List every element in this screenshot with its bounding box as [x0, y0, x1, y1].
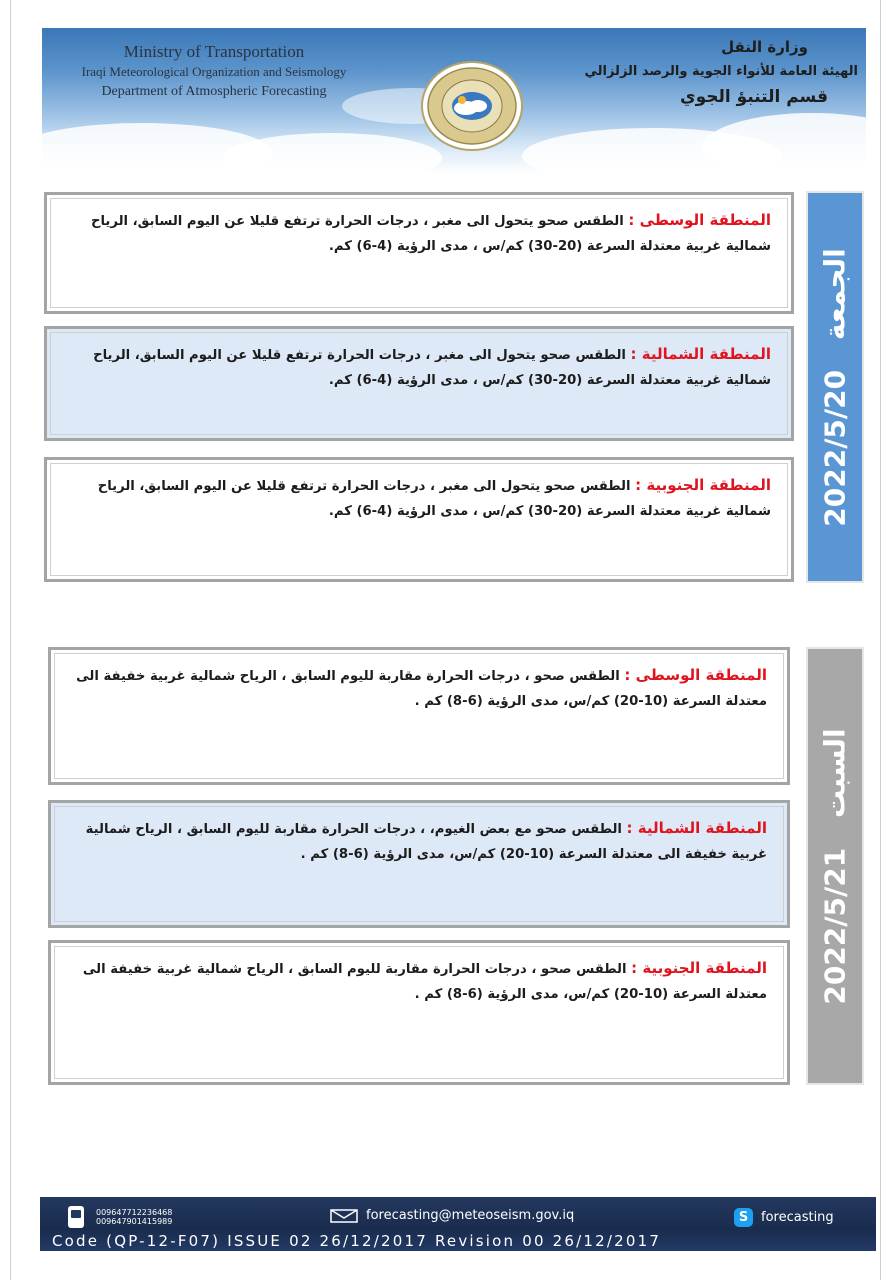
header-arabic: [568, 38, 858, 107]
organization-name-ar: الهيئة العامة للأنواء الجوية والرصد الزلزالي: [584, 64, 858, 79]
region-title: المنطقة الوسطى :: [628, 211, 771, 229]
email-link[interactable]: forecasting@meteoseism.gov.iq: [366, 1208, 575, 1223]
day-date: 2022/5/21: [818, 847, 852, 1005]
forecast-box-south-day1: [44, 457, 794, 582]
department-name-en: Department of Atmospheric Forecasting: [101, 84, 327, 99]
day-date: 2022/5/20: [818, 369, 852, 527]
forecast-text: الطقس صحو ، درجات الحرارة مقاربة لليوم السابق ، الرياح شمالية غربية خفيفة الى معتدلة السرعة (10-20) كم/س، مدى الرؤية (6-8) كم .: [76, 669, 767, 709]
ministry-name-en: Ministry of Transportation: [123, 42, 305, 61]
forecast-box-central-day2: [48, 647, 790, 785]
document-code: Code (QP-12-F07) ISSUE 02 26/12/2017 Revision 00 26/12/2017: [52, 1232, 662, 1250]
page-border-right: [880, 0, 881, 1280]
forecast-text: الطقس صحو مع بعض الغيوم، ، درجات الحرارة مقاربة لليوم السابق ، الرياح شمالية غربية خفيفة الى معتدلة السرعة (10-20) كم/س، مدى الرؤية (6-8) كم .: [85, 822, 767, 862]
forecast-box-north-day1: [44, 326, 794, 441]
forecast-box-central-day1: [44, 192, 794, 314]
cloud-shape: [702, 113, 866, 174]
forecast-box-south-day2: [48, 940, 790, 1085]
header-english: [54, 42, 374, 100]
region-title: المنطقة الشمالية :: [630, 345, 771, 363]
forecast-box-north-day2: [48, 800, 790, 928]
organization-name-en: Iraqi Meteorological Organization and Seismology: [81, 64, 347, 79]
cloud-shape: [222, 133, 442, 174]
region-title: المنطقة الشمالية :: [626, 819, 767, 837]
mail-icon: [330, 1209, 358, 1223]
day-name: السبت: [818, 727, 852, 818]
organization-logo: [418, 58, 526, 154]
forecast-text: الطقس صحو يتحول الى مغبر ، درجات الحرارة ترتفع قليلا عن اليوم السابق، الرياح شمالية غربية معتدلة السرعة (20-30) كم/س ، مدى الرؤية (4-6) كم.: [90, 214, 771, 254]
footer-phone: [68, 1206, 172, 1228]
day-bar-friday: [806, 191, 864, 583]
forecast-text: الطقس صحو يتحول الى مغبر ، درجات الحرارة ترتفع قليلا عن اليوم السابق، الرياح شمالية غربية معتدلة السرعة (20-30) كم/س ، مدى الرؤية (4-6) كم.: [97, 479, 771, 519]
footer-skype: [734, 1208, 834, 1227]
phone-numbers: [96, 1208, 172, 1226]
phone-icon: [68, 1206, 84, 1228]
header-banner: [42, 28, 866, 174]
day-bar-saturday: [806, 647, 864, 1085]
region-title: المنطقة الجنوبية :: [631, 959, 767, 977]
region-title: المنطقة الجنوبية :: [635, 476, 771, 494]
phone-number-1: 009647712236468: [96, 1208, 173, 1217]
region-title: المنطقة الوسطى :: [624, 666, 767, 684]
forecast-text: الطقس صحو ، درجات الحرارة مقاربة لليوم السابق ، الرياح شمالية غربية خفيفة الى معتدلة السرعة (10-20) كم/س، مدى الرؤية (6-8) كم .: [82, 962, 767, 1002]
footer-email: [330, 1208, 574, 1223]
skype-handle: forecasting: [761, 1210, 834, 1225]
day-name: الجمعة: [818, 247, 852, 340]
phone-number-2: 009647901415989: [96, 1217, 173, 1226]
day-label: [819, 248, 852, 526]
skype-icon: S: [734, 1208, 753, 1227]
day-label: [819, 728, 852, 1004]
department-name-ar: قسم التنبؤ الجوي: [680, 87, 828, 107]
footer-bar: [40, 1197, 876, 1251]
ministry-name-ar: وزارة النقل: [721, 38, 808, 56]
forecast-text: الطقس صحو يتحول الى مغبر ، درجات الحرارة ترتفع قليلا عن اليوم السابق، الرياح شمالية غربية معتدلة السرعة (20-30) كم/س ، مدى الرؤية (4-6) كم.: [93, 348, 771, 388]
page-border-left: [10, 0, 11, 1280]
